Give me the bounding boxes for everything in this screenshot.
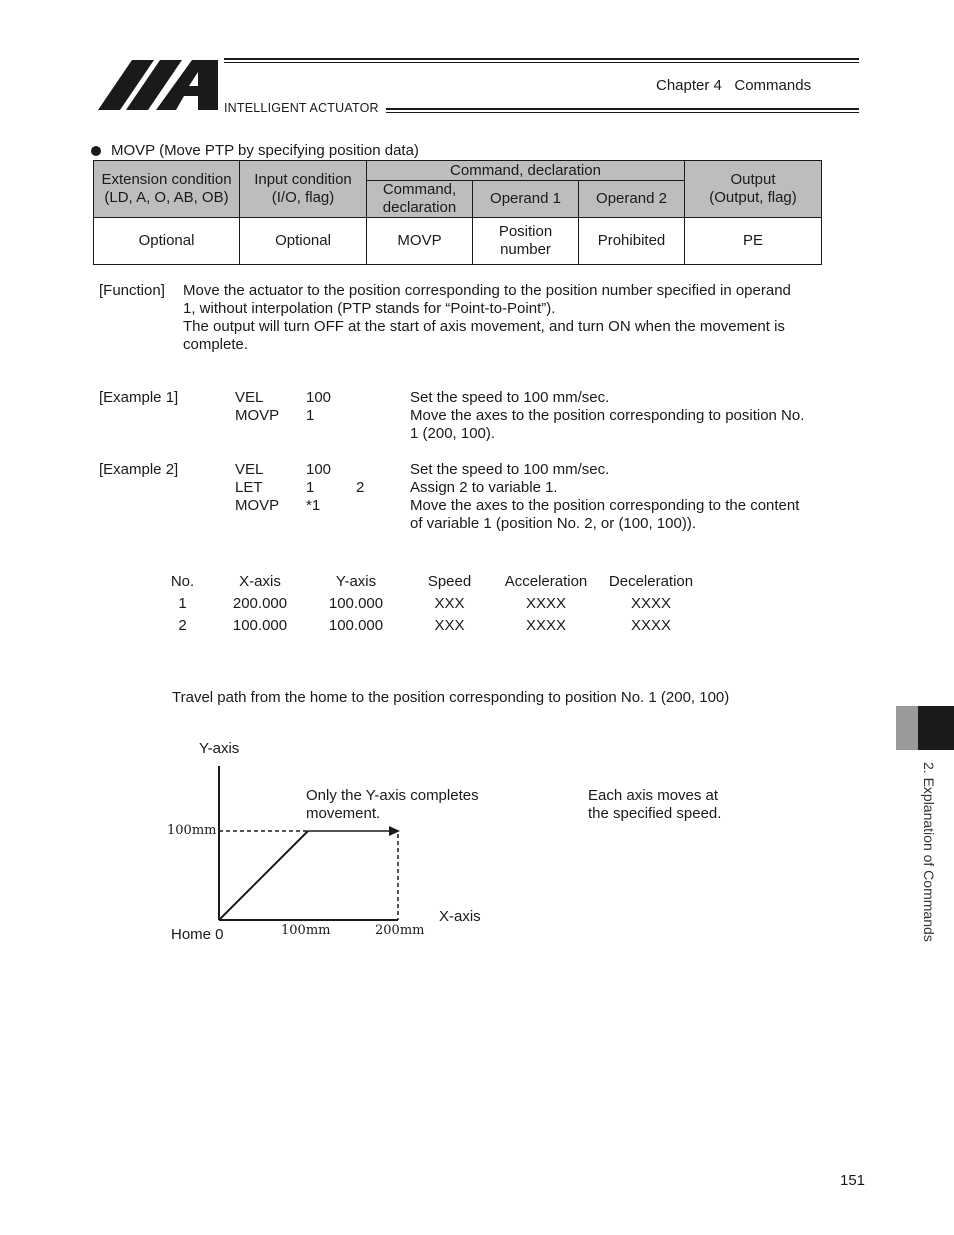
header-operand-1: Operand 1 xyxy=(473,181,579,218)
y-axis-label: Y-axis xyxy=(199,740,240,757)
x-tick-label: 200mm xyxy=(375,923,425,938)
column-header: No. xyxy=(170,572,195,590)
example-2-cmd: LET xyxy=(235,479,263,496)
note-y-axis: Only the Y-axis completes movement. xyxy=(306,787,479,822)
cell-extension: Optional xyxy=(94,218,240,265)
position-data-table xyxy=(160,570,712,636)
example-2-desc: Assign 2 to variable 1. xyxy=(410,479,558,496)
header-input-condition: Input condition (I/O, flag) xyxy=(240,161,367,218)
example-1-cmd: VEL xyxy=(235,389,264,406)
example-1-desc: Set the speed to 100 mm/sec. xyxy=(410,389,610,406)
function-label: [Function] xyxy=(99,282,165,299)
brand-name: INTELLIGENT ACTUATOR xyxy=(224,101,379,115)
x-axis-label: X-axis xyxy=(439,908,481,925)
example-1-op1: 1 xyxy=(306,407,315,424)
example-1-label: [Example 1] xyxy=(99,389,179,406)
table-row: 1 200.000 100.000 XXX XXXX XXXX xyxy=(178,594,672,612)
example-1-desc-cont: 1 (200, 100). xyxy=(410,425,496,442)
cell-output: PE xyxy=(685,218,822,265)
section-side-label: 2. Explanation of Commands xyxy=(921,762,937,942)
header-rule xyxy=(386,112,859,113)
header-rule xyxy=(224,62,859,63)
travel-path-caption: Travel path from the home to the position corresponding to position No. 1 (200, 100) xyxy=(172,689,730,706)
page-number: 151 xyxy=(840,1172,866,1189)
example-2-desc: Set the speed to 100 mm/sec. xyxy=(410,461,610,478)
chapter-heading: Chapter 4 Commands xyxy=(656,77,812,94)
note-each-axis: Each axis moves at the specified speed. xyxy=(588,787,722,822)
header-command-group: Command, declaration xyxy=(367,161,685,181)
header-operand-2: Operand 2 xyxy=(579,181,685,218)
table-row: 2 100.000 100.000 XXX XXXX XXXX xyxy=(178,616,672,634)
example-2-cmd: VEL xyxy=(235,461,264,478)
column-header: Acceleration xyxy=(504,572,588,590)
example-2-desc-cont: of variable 1 (position No. 2, or (100, 100)). xyxy=(410,515,696,532)
column-header: X-axis xyxy=(239,572,281,590)
example-2-op1: 100 xyxy=(306,461,332,478)
example-2-label: [Example 2] xyxy=(99,461,179,478)
column-header: Deceleration xyxy=(608,572,694,590)
cell-input: Optional xyxy=(240,218,367,265)
command-title: MOVP (Move PTP by specifying position data) xyxy=(111,142,419,159)
header-rule xyxy=(386,108,859,110)
y-tick-label: 100mm xyxy=(167,823,217,838)
cell-operand-2: Prohibited xyxy=(579,218,685,265)
example-2-cmd: MOVP xyxy=(235,497,280,514)
iai-logo xyxy=(96,58,220,112)
path-diagonal xyxy=(219,831,308,920)
bullet-icon xyxy=(91,146,101,156)
x-tick-label: 100mm xyxy=(281,923,331,938)
example-1-cmd: MOVP xyxy=(235,407,280,424)
header-command-declaration: Command, declaration xyxy=(367,181,473,218)
cell-command: MOVP xyxy=(367,218,473,265)
example-2-op2: 2 xyxy=(356,479,365,496)
column-header: Y-axis xyxy=(335,572,377,590)
home-label: Home 0 xyxy=(171,926,224,943)
header-extension-condition: Extension condition (LD, A, O, AB, OB) xyxy=(94,161,240,218)
example-2-op1: 1 xyxy=(306,479,315,496)
cell-operand-1: Position number xyxy=(473,218,579,265)
section-tab-marker xyxy=(896,706,918,750)
example-2-desc: Move the axes to the position corresponding to the content xyxy=(410,497,800,514)
header-output: Output (Output, flag) xyxy=(685,161,822,218)
command-spec-table xyxy=(93,160,822,265)
header-rule xyxy=(224,58,859,60)
function-description: Move the actuator to the position corresponding to the position number specified in operand 1, without interpolation (PTP stands for “Point-to-Point”). The output will turn OFF at the start of axis movement, and turn ON when the movement is complete. xyxy=(183,282,791,353)
example-2-op1: *1 xyxy=(306,497,321,514)
column-header: Speed xyxy=(427,572,472,590)
example-1-op1: 100 xyxy=(306,389,332,406)
example-1-desc: Move the axes to the position corresponding to position No. xyxy=(410,407,805,424)
section-tab-marker xyxy=(918,706,954,750)
